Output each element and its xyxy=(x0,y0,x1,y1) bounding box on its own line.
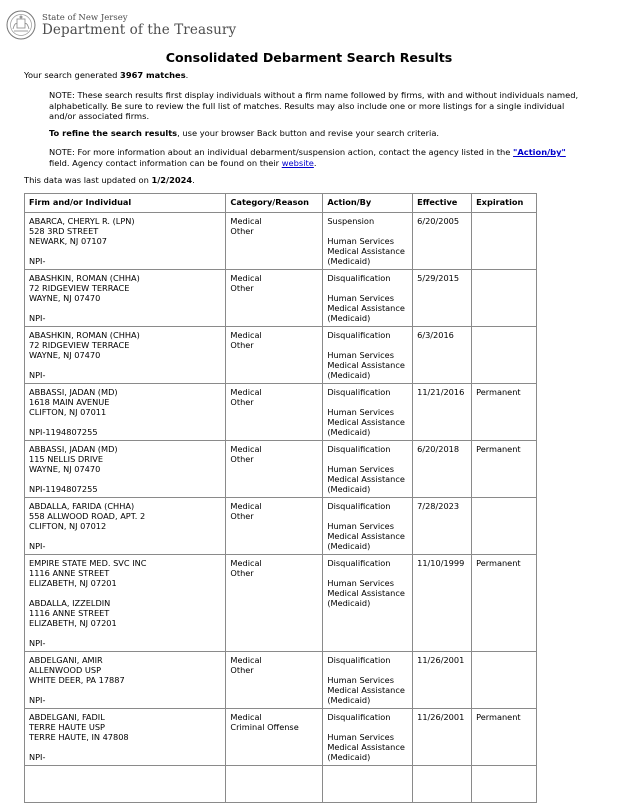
firm-individual-cell xyxy=(25,498,226,555)
firm-address-line: 1116 ANNE STREET xyxy=(29,568,110,578)
agency: Human Services xyxy=(327,521,394,531)
agency: Human Services xyxy=(327,578,394,588)
last-updated xyxy=(24,175,195,186)
column-header-category: Category/Reason xyxy=(226,194,323,213)
table-row xyxy=(25,709,537,766)
agency-program: (Medicaid) xyxy=(327,695,371,705)
firm-name: EMPIRE STATE MED. SVC INC xyxy=(29,558,147,568)
address-line: 1116 ANNE STREET xyxy=(29,608,110,618)
category-cell xyxy=(226,652,323,709)
reason: Other xyxy=(230,665,254,675)
table-row xyxy=(25,270,537,327)
effective-cell: 6/3/2016 xyxy=(413,327,472,384)
action-cell xyxy=(323,213,413,270)
action: Disqualification xyxy=(327,558,391,568)
agency-division: Medical Assistance xyxy=(327,246,405,256)
updated-date: 1/2/2024 xyxy=(151,175,193,185)
effective-cell: 7/28/2023 xyxy=(413,498,472,555)
npi: NPI- xyxy=(29,256,46,266)
agency: Human Services xyxy=(327,407,394,417)
category: Medical xyxy=(230,712,262,722)
effective-cell: 6/20/2018 xyxy=(413,441,472,498)
results-table xyxy=(24,193,537,803)
expiration-cell xyxy=(472,327,537,384)
action-by-link[interactable]: "Action/by" xyxy=(513,147,566,157)
table-row xyxy=(25,652,537,709)
city-line: WHITE DEER, PA 17887 xyxy=(29,675,125,685)
refine-label: To refine the search results xyxy=(49,128,178,138)
agency: Human Services xyxy=(327,236,394,246)
summary-prefix: Your search generated xyxy=(24,70,121,80)
summary-suffix: . xyxy=(185,70,189,80)
npi: NPI- xyxy=(29,541,46,551)
agency-note-middle: field. Agency contact information can be found on their xyxy=(49,157,282,168)
action-cell xyxy=(323,327,413,384)
city-line: CLIFTON, NJ 07012 xyxy=(29,521,107,531)
expiration-cell: Permanent xyxy=(472,709,537,766)
match-count: 3967 matches xyxy=(120,70,186,80)
npi: NPI- xyxy=(29,638,46,648)
agency-program: (Medicaid) xyxy=(327,370,371,380)
category-cell xyxy=(226,384,323,441)
reason: Other xyxy=(230,283,254,293)
category-cell xyxy=(226,498,323,555)
agency-division: Medical Assistance xyxy=(327,588,405,598)
action-cell xyxy=(323,498,413,555)
updated-suffix: . xyxy=(192,175,195,185)
action-cell xyxy=(323,384,413,441)
name: ABASHKIN, ROMAN (CHHA) xyxy=(29,330,140,340)
category-cell xyxy=(226,766,323,803)
action: Disqualification xyxy=(327,330,391,340)
expiration-cell xyxy=(472,766,537,803)
name: ABBASSI, JADAN (MD) xyxy=(29,387,118,397)
firm-individual-cell xyxy=(25,766,226,803)
results-note: NOTE: These search results first display individuals without a firm name followed by firms, with and without individuals named, alphabetically. Be sure to review the full list of matches. Results may also include one or more listings for a single individual and/or associated firms. xyxy=(49,90,579,121)
agency-note-suffix: . xyxy=(313,157,317,168)
agency-division: Medical Assistance xyxy=(327,531,405,541)
name: ABDALLA, FARIDA (CHHA) xyxy=(29,501,135,511)
table-row xyxy=(25,441,537,498)
agency: Human Services xyxy=(327,464,394,474)
reason: Criminal Offense xyxy=(230,722,299,732)
action: Disqualification xyxy=(327,501,391,511)
reason: Other xyxy=(230,226,254,236)
expiration-cell xyxy=(472,652,537,709)
address-line: 72 RIDGEVIEW TERRACE xyxy=(29,283,130,293)
action: Disqualification xyxy=(327,655,391,665)
agency-division: Medical Assistance xyxy=(327,685,405,695)
agency-division: Medical Assistance xyxy=(327,742,405,752)
category-cell xyxy=(226,555,323,652)
expiration-cell: Permanent xyxy=(472,384,537,441)
refine-text: , use your browser Back button and revise your search criteria. xyxy=(177,128,440,138)
city-line: NEWARK, NJ 07107 xyxy=(29,236,107,246)
effective-cell: 11/26/2001 xyxy=(413,652,472,709)
agency: Human Services xyxy=(327,293,394,303)
table-row xyxy=(25,384,537,441)
action: Suspension xyxy=(327,216,375,226)
effective-cell: 11/26/2001 xyxy=(413,709,472,766)
expiration-cell xyxy=(472,498,537,555)
agency-note-prefix: NOTE: For more information about an individual debarment/suspension action, contact the agency listed in the xyxy=(49,147,514,157)
npi: NPI-1194807255 xyxy=(29,427,98,437)
name: ABARCA, CHERYL R. (LPN) xyxy=(29,216,135,226)
updated-prefix: This data was last updated on xyxy=(24,175,152,185)
category-cell xyxy=(226,441,323,498)
agency-program: (Medicaid) xyxy=(327,484,371,494)
city-line: WAYNE, NJ 07470 xyxy=(29,350,101,360)
category: Medical xyxy=(230,216,262,226)
city-line: CLIFTON, NJ 07011 xyxy=(29,407,107,417)
category: Medical xyxy=(230,444,262,454)
firm-individual-cell xyxy=(25,709,226,766)
search-summary xyxy=(24,70,188,81)
expiration-cell xyxy=(472,213,537,270)
category: Medical xyxy=(230,501,262,511)
name: ABDELGANI, FADIL xyxy=(29,712,105,722)
table-row xyxy=(25,498,537,555)
table-row xyxy=(25,766,537,803)
name: ABDALLA, IZZELDIN xyxy=(29,598,111,608)
expiration-cell: Permanent xyxy=(472,441,537,498)
reason: Other xyxy=(230,454,254,464)
reason: Other xyxy=(230,511,254,521)
category-cell xyxy=(226,327,323,384)
action-cell xyxy=(323,709,413,766)
website-link[interactable]: website xyxy=(281,157,314,168)
agency: Human Services xyxy=(327,732,394,742)
header-row xyxy=(25,194,537,213)
firm-individual-cell xyxy=(25,652,226,709)
address-line: 528 3RD STREET xyxy=(29,226,99,236)
category-cell xyxy=(226,270,323,327)
city-line: TERRE HAUTE, IN 47808 xyxy=(29,732,129,742)
firm-individual-cell xyxy=(25,327,226,384)
agency-program: (Medicaid) xyxy=(327,256,371,266)
reason: Other xyxy=(230,340,254,350)
action-cell xyxy=(323,441,413,498)
city-line: ELIZABETH, NJ 07201 xyxy=(29,618,117,628)
action: Disqualification xyxy=(327,273,391,283)
reason: Other xyxy=(230,568,254,578)
action-cell xyxy=(323,555,413,652)
effective-cell xyxy=(413,766,472,803)
effective-cell: 11/21/2016 xyxy=(413,384,472,441)
agency-program: (Medicaid) xyxy=(327,427,371,437)
agency-division: Medical Assistance xyxy=(327,417,405,427)
reason: Other xyxy=(230,397,254,407)
action-cell xyxy=(323,766,413,803)
category-cell xyxy=(226,213,323,270)
treasury-header xyxy=(6,6,236,44)
npi: NPI- xyxy=(29,695,46,705)
agency-program: (Medicaid) xyxy=(327,313,371,323)
name: ABDELGANI, AMIR xyxy=(29,655,103,665)
category: Medical xyxy=(230,558,262,568)
agency-division: Medical Assistance xyxy=(327,303,405,313)
firm-city-line: ELIZABETH, NJ 07201 xyxy=(29,578,117,588)
npi: NPI- xyxy=(29,370,46,380)
column-header-firm: Firm and/or Individual xyxy=(25,194,226,213)
refine-note xyxy=(49,128,579,139)
action: Disqualification xyxy=(327,712,391,722)
npi: NPI- xyxy=(29,752,46,762)
agency: Human Services xyxy=(327,675,394,685)
expiration-cell xyxy=(472,270,537,327)
action: Disqualification xyxy=(327,387,391,397)
firm-individual-cell xyxy=(25,384,226,441)
column-header-effective: Effective xyxy=(413,194,472,213)
expiration-cell: Permanent xyxy=(472,555,537,652)
agency-division: Medical Assistance xyxy=(327,360,405,370)
nj-state-seal-icon xyxy=(6,10,36,40)
firm-individual-cell xyxy=(25,441,226,498)
action-cell xyxy=(323,270,413,327)
state-name: State of New Jersey xyxy=(42,12,128,23)
address-line: ALLENWOOD USP xyxy=(29,665,102,675)
category: Medical xyxy=(230,273,262,283)
firm-individual-cell xyxy=(25,555,226,652)
category: Medical xyxy=(230,330,262,340)
action: Disqualification xyxy=(327,444,391,454)
effective-cell: 6/20/2005 xyxy=(413,213,472,270)
address-line: 115 NELLIS DRIVE xyxy=(29,454,104,464)
column-header-action: Action/By xyxy=(323,194,413,213)
agency-program: (Medicaid) xyxy=(327,598,371,608)
table-row xyxy=(25,213,537,270)
column-header-expiration: Expiration xyxy=(472,194,537,213)
firm-individual-cell xyxy=(25,213,226,270)
category: Medical xyxy=(230,655,262,665)
action-cell xyxy=(323,652,413,709)
agency-program: (Medicaid) xyxy=(327,541,371,551)
agency-division: Medical Assistance xyxy=(327,474,405,484)
agency-note xyxy=(49,147,579,168)
page-title: Consolidated Debarment Search Results xyxy=(165,50,453,65)
address-line: 1618 MAIN AVENUE xyxy=(29,397,110,407)
department-name: Department of the Treasury xyxy=(42,21,237,38)
agency: Human Services xyxy=(327,350,394,360)
agency-program: (Medicaid) xyxy=(327,752,371,762)
category-cell xyxy=(226,709,323,766)
name: ABASHKIN, ROMAN (CHHA) xyxy=(29,273,140,283)
npi: NPI- xyxy=(29,313,46,323)
address-line: 558 ALLWOOD ROAD, APT. 2 xyxy=(29,511,146,521)
table-row xyxy=(25,327,537,384)
effective-cell: 11/10/1999 xyxy=(413,555,472,652)
address-line: 72 RIDGEVIEW TERRACE xyxy=(29,340,130,350)
table-row xyxy=(25,555,537,652)
category: Medical xyxy=(230,387,262,397)
city-line: WAYNE, NJ 07470 xyxy=(29,293,101,303)
npi: NPI-1194807255 xyxy=(29,484,98,494)
effective-cell: 5/29/2015 xyxy=(413,270,472,327)
firm-individual-cell xyxy=(25,270,226,327)
city-line: WAYNE, NJ 07470 xyxy=(29,464,101,474)
address-line: TERRE HAUTE USP xyxy=(29,722,105,732)
name: ABBASSI, JADAN (MD) xyxy=(29,444,118,454)
